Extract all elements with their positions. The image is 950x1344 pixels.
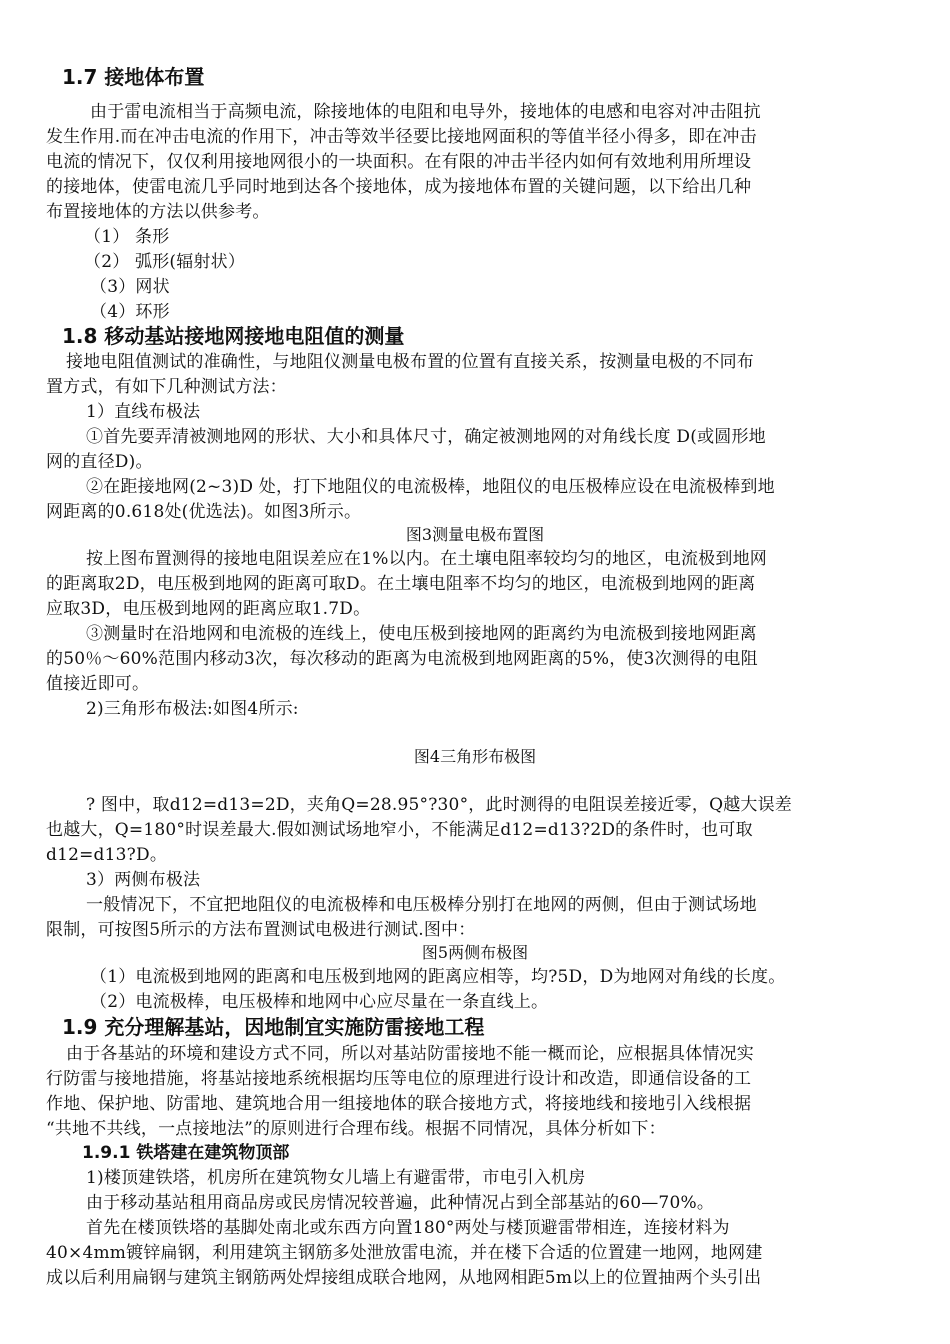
paragraph-line: 应取3D，电压极到地网的距离应取1.7D。 <box>46 599 371 619</box>
paragraph-line: 接地电阻值测试的准确性，与地阻仪测量电极布置的位置有直接关系，按测量电极的不同布 <box>66 352 754 372</box>
case-title: 1)楼顶建铁塔，机房所在建筑物女儿墙上有避雷带，市电引入机房 <box>86 1168 586 1188</box>
paragraph-line: 40×4mm镀锌扁钢，利用建筑主钢筋多处泄放雷电流，并在楼下合适的位置建一地网，地网建 <box>46 1243 763 1263</box>
paragraph-line: 成以后利用扁钢与建筑主钢筋两处焊接组成联合地网，从地网相距5m以上的位置抽两个头引出 <box>46 1268 762 1288</box>
section-heading-1-8: 1.8 移动基站接地网接地电阻值的测量 <box>62 324 405 348</box>
paragraph-line: 值接近即可。 <box>46 674 150 694</box>
paragraph-line: 网距离的0.618处(优选法)。如图3所示。 <box>46 502 362 522</box>
paragraph-line: 行防雷与接地措施，将基站接地系统根据均压等电位的原理进行设计和改造，即通信设备的工 <box>46 1069 752 1089</box>
list-item: （2）电流极棒，电压极棒和地网中心应尽量在一条直线上。 <box>90 992 549 1012</box>
paragraph-line: 作地、保护地、防雷地、建筑地合用一组接地体的联合接地方式，将接地线和接地引入线根据 <box>46 1094 752 1114</box>
paragraph-line: 的距离取2D，电压极到地网的距离可取D。在土壤电阻率不均匀的地区，电流极到地网的距离 <box>46 574 756 594</box>
figure-caption-5: 图5两侧布极图 <box>421 943 529 962</box>
section-heading-1-9: 1.9 充分理解基站，因地制宜实施防雷接地工程 <box>62 1015 485 1039</box>
figure-caption-4: 图4三角形布极图 <box>413 747 537 766</box>
paragraph-line: 发生作用.而在冲击电流的作用下，冲击等效半径要比接地网面积的等值半径小得多，即在冲击 <box>46 127 757 147</box>
list-item: （1） 条形 <box>84 227 170 247</box>
paragraph-line: 一般情况下，不宜把地阻仪的电流极棒和电压极棒分别打在地网的两侧，但由于测试场地 <box>86 895 757 915</box>
paragraph-line: 首先在楼顶铁塔的基脚处南北或东西方向置180°两处与楼顶避雷带相连，连接材料为 <box>86 1218 730 1238</box>
method-title: 2)三角形布极法:如图4所示: <box>86 699 299 719</box>
paragraph-line: 由于雷电流相当于高频电流，除接地体的电阻和电导外，接地体的电感和电容对冲击阻抗 <box>90 102 761 122</box>
paragraph-line: 由于移动基站租用商品房或民房情况较普遍，此种情况占到全部基站的60—70%。 <box>86 1193 715 1213</box>
list-item: （4）环形 <box>90 302 170 322</box>
paragraph-line: ③测量时在沿地网和电流极的连线上，使电压极到接地网的距离约为电流极到接地网距离 <box>86 624 757 644</box>
method-title: 3）两侧布极法 <box>86 870 201 890</box>
list-item: （3）网状 <box>90 277 170 297</box>
paragraph-line: ①首先要弄清被测地网的形状、大小和具体尺寸，确定被测地网的对角线长度 D(或圆形地 <box>86 427 766 447</box>
paragraph-line: 布置接地体的方法以供参考。 <box>46 202 270 222</box>
section-heading-1-7: 1.7 接地体布置 <box>62 65 205 89</box>
paragraph-line: 置方式，有如下几种测试方法： <box>46 377 287 397</box>
paragraph-line: ②在距接地网(2~3)D 处，打下地阻仪的电流极棒，地阻仪的电压极棒应设在电流极棒到地 <box>86 477 775 497</box>
list-item: （2） 弧形(辐射状） <box>84 252 246 272</box>
paragraph-line: 由于各基站的环境和建设方式不同，所以对基站防雷接地不能一概而论，应根据具体情况实 <box>66 1044 754 1064</box>
list-item: （1）电流极到地网的距离和电压极到地网的距离应相等，均?5D，D为地网对角线的长度。 <box>90 967 786 987</box>
paragraph-line: ? 图中，取d12=d13=2D，夹角Q=28.95°?30°，此时测得的电阻误差接近零，Q越大误差 <box>86 795 793 815</box>
method-title: 1）直线布极法 <box>86 402 201 422</box>
subsection-heading-1-9-1: 1.9.1 铁塔建在建筑物顶部 <box>82 1143 290 1163</box>
paragraph-line: 电流的情况下，仅仅利用接地网很小的一块面积。在有限的冲击半径内如何有效地利用所埋设 <box>46 152 752 172</box>
paragraph-line: 的接地体，使雷电流几乎同时地到达各个接地体，成为接地体布置的关键问题，以下给出几种 <box>46 177 752 197</box>
paragraph-line: d12=d13?D。 <box>46 845 168 865</box>
paragraph-line: 也越大，Q=180°时误差最大.假如测试场地窄小，不能满足d12=d13?2D的条件时，也可取 <box>46 820 753 840</box>
paragraph-line: 按上图布置测得的接地电阻误差应在1%以内。在土壤电阻率较均匀的地区，电流极到地网 <box>86 549 767 569</box>
paragraph-line: 网的直径D)。 <box>46 452 153 472</box>
paragraph-line: 的50％～60%范围内移动3次，每次移动的距离为电流极到地网距离的5%，使3次测得的电阻 <box>46 649 758 669</box>
paragraph-line: “共地不共线，一点接地法”的原则进行合理布线。根据不同情况，具体分析如下： <box>46 1119 666 1139</box>
figure-caption-3: 图3测量电极布置图 <box>405 525 545 544</box>
paragraph-line: 限制，可按图5所示的方法布置测试电极进行测试.图中： <box>46 920 476 940</box>
